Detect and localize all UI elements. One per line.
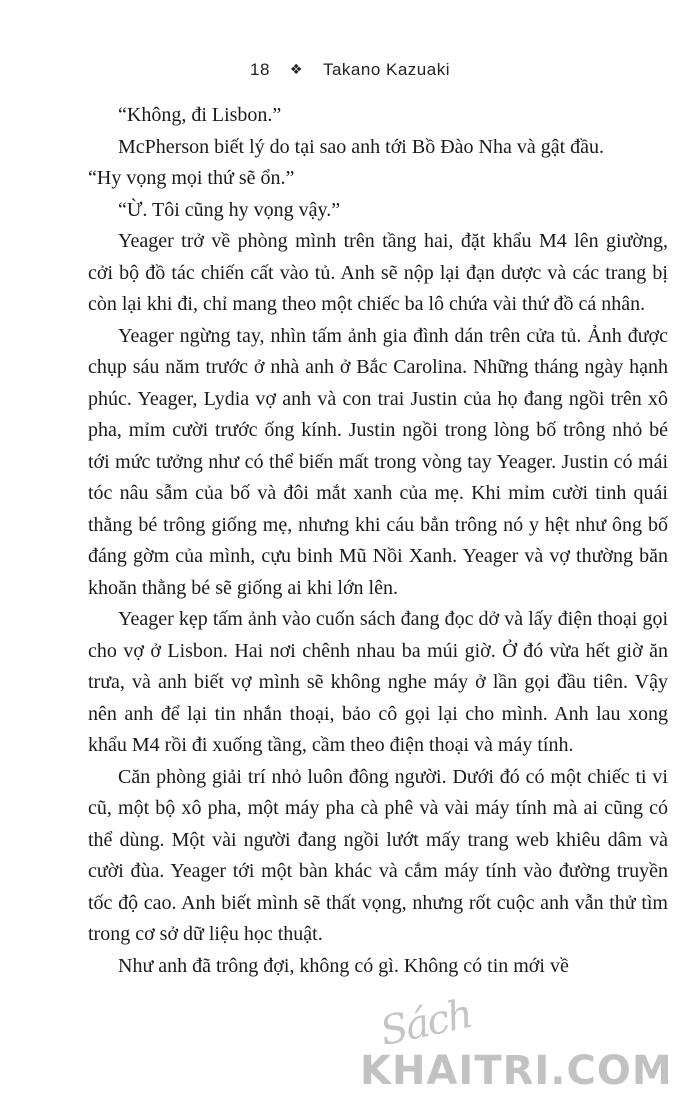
paragraph: Căn phòng giải trí nhỏ luôn đông người. Dưới đó có một chiếc ti vi cũ, một bộ xô pha, một máy pha cà phê và vài máy tính mà ai cũng có thể dùng. Một vài người đang ngồi lướt mấy trang web khiêu dâm và cười đùa. Yeager tới một bàn khác và cắm máy tính vào đường truyền tốc độ cao. Anh biết mình sẽ thất vọng, nhưng rốt cuộc anh vẫn thử tìm trong cơ sở dữ liệu học thuật. bbox=[88, 765, 668, 945]
paragraph: Yeager kẹp tấm ảnh vào cuốn sách đang đọc dở và lấy điện thoại gọi cho vợ ở Lisbon. Hai nơi chênh nhau ba múi giờ. Ở đó vừa hết giờ ăn trưa, và anh biết vợ mình sẽ không nghe máy ở lần gọi đầu tiên. Vậy nên anh để lại tin nhắn thoại, bảo cô gọi lại cho mình. Anh lau xong khẩu M4 rồi đi xuống tầng, cầm theo điện thoại và máy tính. bbox=[88, 608, 668, 756]
ornament-separator-icon: ❖ bbox=[289, 61, 303, 77]
watermark-script: Sách bbox=[376, 990, 476, 1056]
paragraph: “Không, đi Lisbon.” bbox=[118, 104, 282, 126]
running-header bbox=[0, 60, 700, 80]
page-number: 18 bbox=[249, 60, 270, 79]
paragraph: “Ừ. Tôi cũng hy vọng vậy.” bbox=[118, 198, 341, 221]
paragraph: “Hy vọng mọi thứ sẽ ổn.” bbox=[88, 167, 295, 189]
watermark-text: KHAITRI.COM bbox=[360, 1048, 673, 1094]
paragraph: Yeager trở về phòng mình trên tầng hai, đặt khẩu M4 lên giường, cởi bộ đồ tác chiến cất vào tủ. Anh sẽ nộp lại đạn dược và các trang bị còn lại khi đi, chỉ mang theo một chiếc ba lô chứa vài thứ đồ cá nhân. bbox=[88, 230, 668, 315]
author-name: Takano Kazuaki bbox=[322, 60, 450, 79]
paragraph: Như anh đã trông đợi, không có gì. Không có tin mới về bbox=[118, 954, 569, 977]
paragraph: McPherson biết lý do tại sao anh tới Bồ Đào Nha và gật đầu. bbox=[118, 135, 605, 158]
body-text bbox=[88, 100, 668, 982]
watermark bbox=[360, 990, 690, 1110]
paragraph: Yeager ngừng tay, nhìn tấm ảnh gia đình dán trên cửa tủ. Ảnh được chụp sáu năm trước ở nhà anh ở Bắc Carolina. Những tháng ngày hạnh phúc. Yeager, Lydia vợ anh và con trai Justin của họ đang ngồi trên xô pha, mỉm cười trước ống kính. Justin ngồi trong lòng bố trông nhỏ bé tới mức tưởng như có thể biến mất trong vòng tay Yeager. Justin có mái tóc nâu sẫm của bố và đôi mắt xanh của mẹ. Khi mỉm cười tinh quái thằng bé trông giống mẹ, nhưng khi cáu bẳn trông nó y hệt như ông bố đáng gờm của mình, cựu binh Mũ Nồi Xanh. Yeager và vợ thường băn khoăn thằng bé sẽ giống ai khi lớn lên. bbox=[88, 324, 668, 599]
